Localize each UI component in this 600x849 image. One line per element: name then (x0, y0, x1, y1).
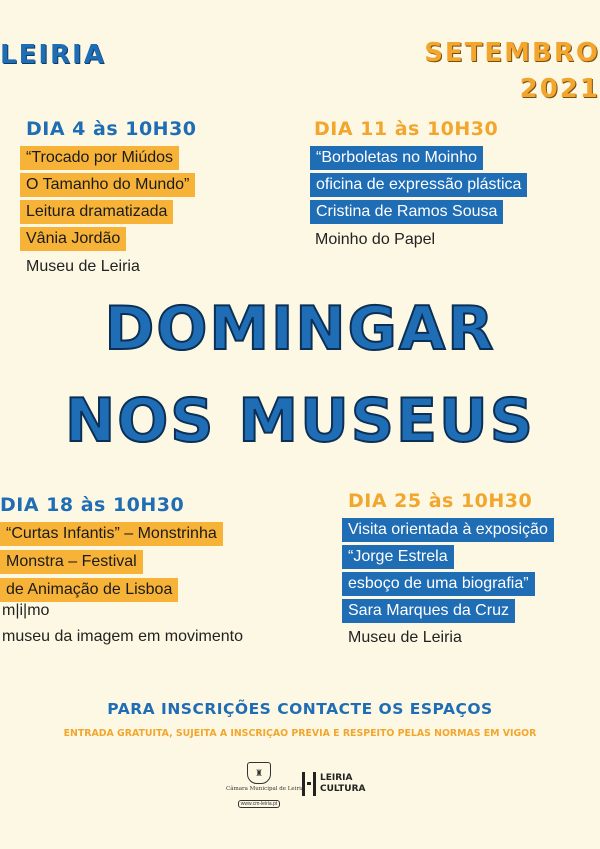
event-3-line-1: “Curtas Infantis” – Monstrinha (0, 522, 223, 546)
city-label: LEIRIA (0, 40, 106, 70)
event-4-line-4: Sara Marques da Cruz (342, 599, 515, 623)
event-4-line-3: esboço de uma biografia” (342, 572, 535, 596)
event-4-line-2: “Jorge Estrela (342, 545, 454, 569)
event-1-venue: Museu de Leiria (26, 258, 140, 275)
event-2-line-1: “Borboletas no Moinho (310, 146, 483, 170)
event-2-line-2: oficina de expressão plástica (310, 173, 527, 197)
event-4-day: DIA 25 às 10H30 (348, 490, 533, 512)
crest-icon: ♜ (247, 762, 271, 784)
event-1-line-4: Vânia Jordão (20, 227, 126, 251)
event-3-extra: m|i|mo (2, 602, 50, 619)
leiria-cultura-line-1: LEIRIA (320, 773, 353, 783)
year-label: 2021 (519, 74, 600, 104)
main-title-line-1: DOMINGAR (104, 294, 496, 364)
event-3-venue: museu da imagem em movimento (2, 628, 243, 645)
event-2-venue: Moinho do Papel (315, 231, 436, 248)
event-2-line-3: Cristina de Ramos Sousa (310, 200, 503, 224)
event-3-day: DIA 18 às 10H30 (0, 494, 185, 516)
month-label: SETEMBRO (424, 38, 600, 68)
main-title-line-2: NOS MUSEUS (65, 386, 535, 456)
leiria-cultura-line-2: CULTURA (320, 784, 366, 794)
event-4-venue: Museu de Leiria (348, 629, 462, 646)
leiria-cultura-logo (302, 772, 382, 798)
leiria-cultura-text (320, 773, 366, 795)
event-3-line-2: Monstra – Festival (0, 550, 143, 574)
camara-municipal-name: Câmara Municipal de Leiria (226, 786, 305, 792)
leiria-cultura-mark-icon (302, 772, 316, 796)
event-1-line-3: Leitura dramatizada (20, 200, 173, 224)
event-2-day: DIA 11 às 10H30 (314, 118, 499, 140)
camara-municipal-logo (226, 762, 305, 810)
contact-notice: PARA INSCRIÇÕES CONTACTE OS ESPAÇOS (107, 700, 493, 718)
event-1-day: DIA 4 às 10H30 (26, 118, 197, 140)
event-1-line-2: O Tamanho do Mundo” (20, 173, 195, 197)
event-4-line-1: Visita orientada à exposição (342, 518, 554, 542)
entry-note: ENTRADA GRATUITA, SUJEITA A INSCRIÇÃO PRÉVIA E RESPEITO PELAS NORMAS EM VIGOR (63, 728, 537, 739)
camara-municipal-url: www.cm-leiria.pt (238, 800, 280, 808)
event-1-line-1: “Trocado por Miúdos (20, 146, 179, 170)
event-3-line-3: de Animação de Lisboa (0, 578, 178, 602)
